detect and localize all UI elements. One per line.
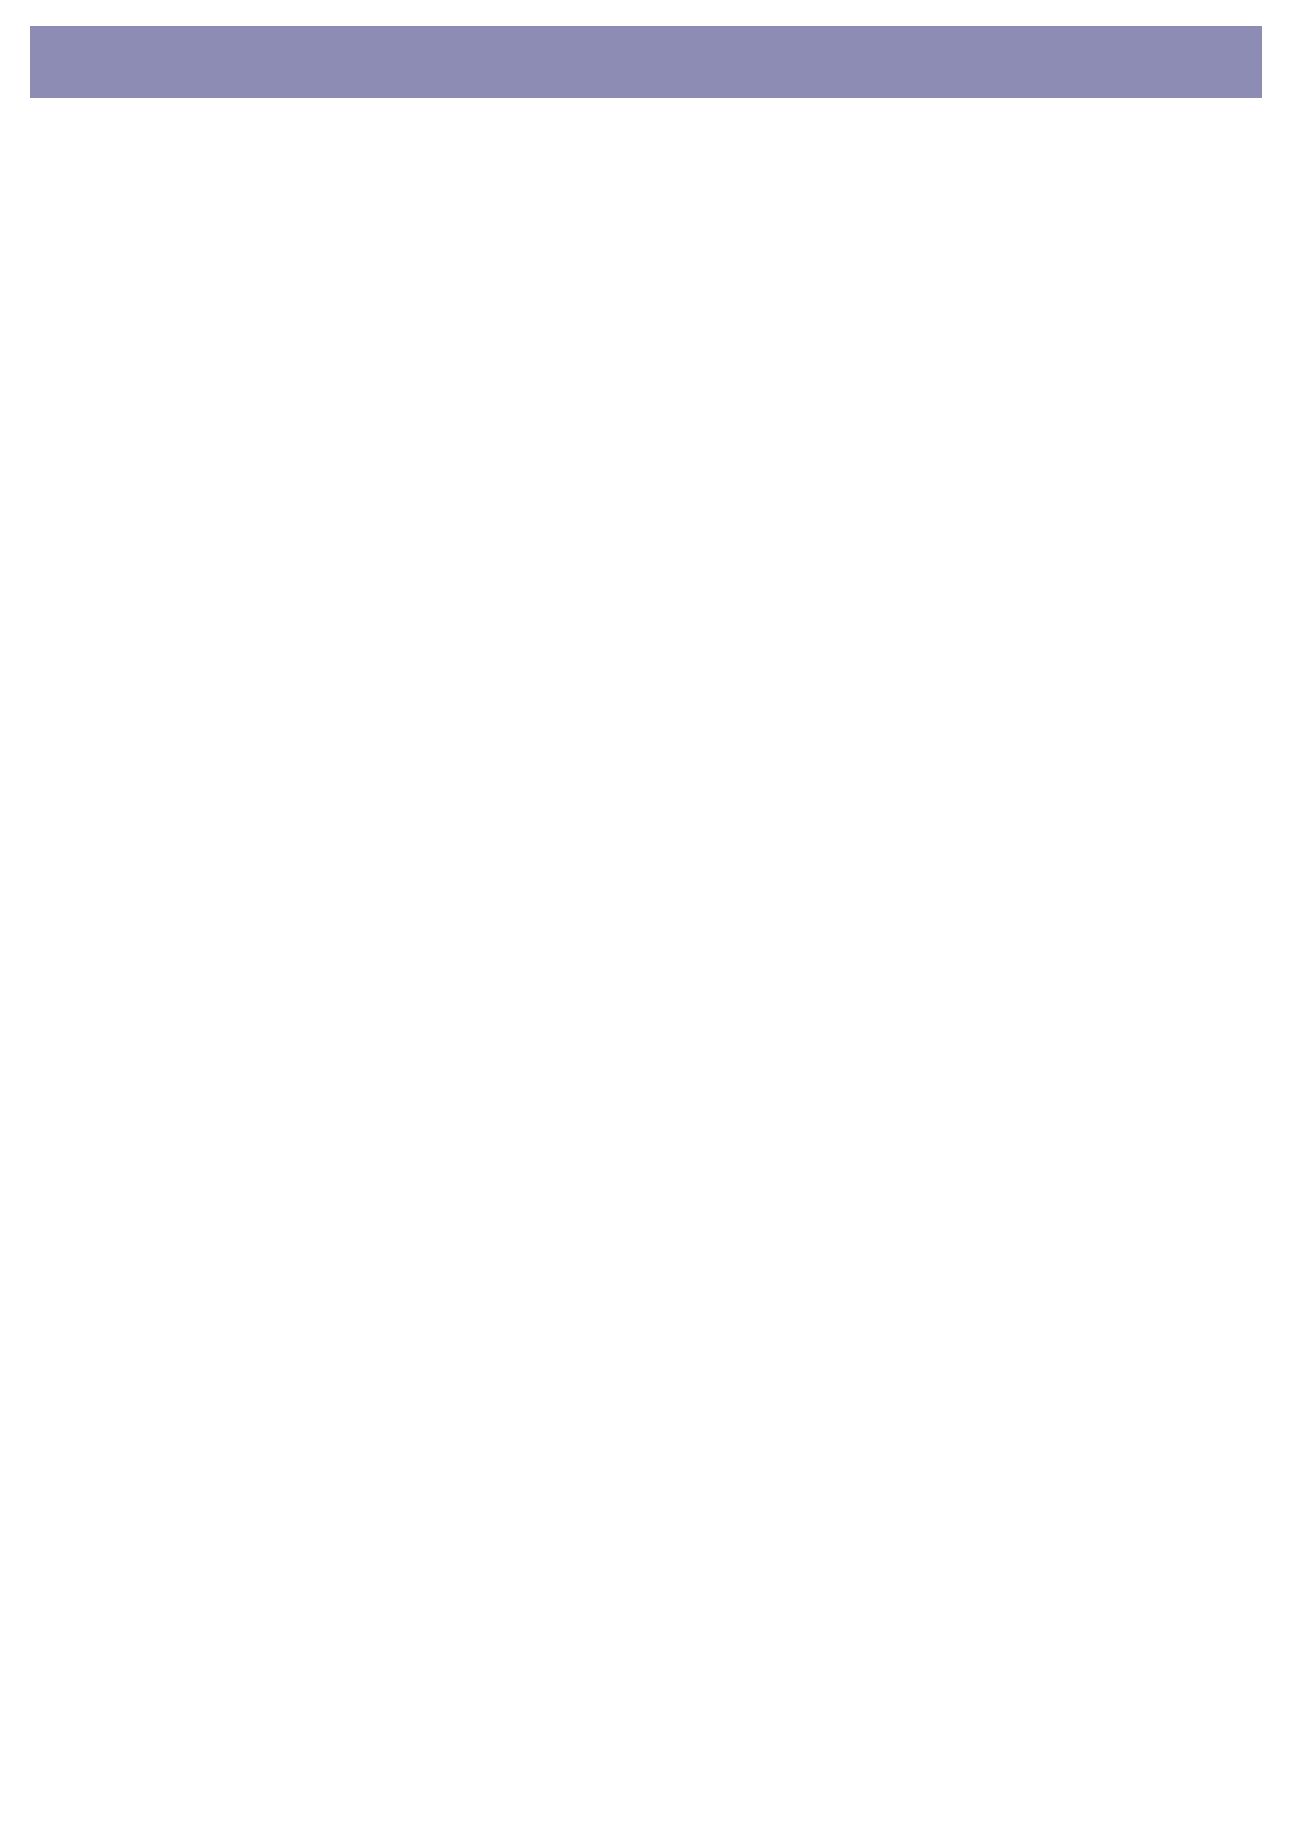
table-header bbox=[30, 98, 1262, 247]
table-title-bar bbox=[30, 26, 1262, 98]
page bbox=[30, 26, 1262, 247]
